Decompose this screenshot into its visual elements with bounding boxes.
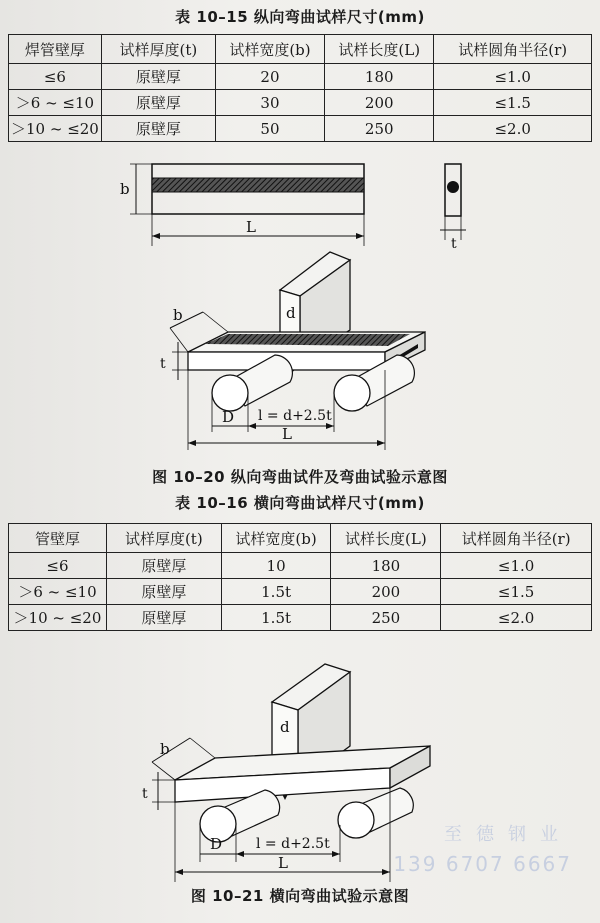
table2-header-cell: 试样宽度(b) (221, 524, 331, 553)
label-L: L (278, 854, 288, 872)
table2 (8, 523, 592, 631)
table2-header-cell: 试样圆角半径(r) (441, 524, 592, 553)
label-D: D (222, 408, 235, 426)
table1-header-cell: 试样长度(L) (325, 35, 434, 64)
label-t: t (142, 786, 148, 802)
table1 (8, 34, 592, 142)
table2-header-cell: 管壁厚 (9, 524, 107, 553)
label-span: l = d+2.5t (258, 408, 332, 424)
label-t: t (451, 236, 457, 252)
table2-row (9, 605, 592, 631)
table2-cell: ≤6 (9, 553, 107, 579)
table2-cell: 1.5t (221, 605, 331, 631)
table2-cell: 原壁厚 (106, 605, 221, 631)
transverse-bending-setup (142, 664, 430, 882)
watermark-phone: 139 6707 6667 (393, 852, 572, 876)
table2-cell: ＞6 ~ ≤10 (9, 579, 107, 605)
watermark-name: 至德钢业 (444, 824, 572, 845)
table1-header-cell: 试样宽度(b) (215, 35, 324, 64)
table2-cell: 10 (221, 553, 331, 579)
table2-cell: 1.5t (221, 579, 331, 605)
table1-cell: 20 (215, 64, 324, 90)
table1-cell: 原壁厚 (101, 90, 215, 116)
table2-row (9, 553, 592, 579)
specimen-plan-view (120, 164, 364, 246)
figure2-caption: 图 10–21 横向弯曲试验示意图 (190, 887, 410, 905)
label-d: d (280, 718, 290, 736)
table1-row (9, 64, 592, 90)
table2-header-cell: 试样长度(L) (331, 524, 441, 553)
table2-cell: 原壁厚 (106, 553, 221, 579)
watermark (393, 820, 572, 876)
label-L: L (282, 425, 292, 443)
label-b: b (173, 306, 183, 324)
table1-cell: ≤2.0 (434, 116, 592, 142)
table2-header-cell: 试样厚度(t) (106, 524, 221, 553)
label-t: t (160, 356, 166, 372)
table1-cell: 180 (325, 64, 434, 90)
figure1-caption: 图 10–20 纵向弯曲试件及弯曲试验示意图 (152, 468, 448, 486)
table2-cell: ＞10 ~ ≤20 (9, 605, 107, 631)
table1-cell: 30 (215, 90, 324, 116)
table2-cell: ≤1.0 (441, 553, 592, 579)
specimen-cross-section (440, 164, 466, 252)
label-D: D (210, 835, 223, 853)
table2-header-row (9, 524, 592, 553)
table1-row (9, 116, 592, 142)
label-b: b (160, 740, 170, 758)
table1-row (9, 90, 592, 116)
table2-cell: ≤2.0 (441, 605, 592, 631)
table1-cell: ≤1.0 (434, 64, 592, 90)
figure1-diagram (0, 150, 600, 470)
label-d: d (286, 304, 296, 322)
table2-cell: 250 (331, 605, 441, 631)
table1-header-cell: 试样圆角半径(r) (434, 35, 592, 64)
table2-cell: ≤1.5 (441, 579, 592, 605)
label-span: l = d+2.5t (256, 836, 330, 852)
table2-row (9, 579, 592, 605)
table2-cell: 200 (331, 579, 441, 605)
table1-cell: ＞10 ~ ≤20 (9, 116, 102, 142)
table1-cell: 原壁厚 (101, 64, 215, 90)
table1-caption: 表 10–15 纵向弯曲试样尺寸(mm) (175, 8, 425, 26)
label-L: L (246, 218, 256, 236)
table1-cell: ≤6 (9, 64, 102, 90)
table2-cell: 180 (331, 553, 441, 579)
table1-cell: 250 (325, 116, 434, 142)
table1-header-row (9, 35, 592, 64)
table1-header-cell: 试样厚度(t) (101, 35, 215, 64)
table1-cell: ＞6 ~ ≤10 (9, 90, 102, 116)
table2-cell: 原壁厚 (106, 579, 221, 605)
label-b: b (120, 180, 130, 198)
table1-header-cell: 焊管壁厚 (9, 35, 102, 64)
table1-cell: 200 (325, 90, 434, 116)
table1-cell: 50 (215, 116, 324, 142)
table1-cell: ≤1.5 (434, 90, 592, 116)
bending-test-setup (160, 252, 425, 450)
table1-cell: 原壁厚 (101, 116, 215, 142)
table2-caption: 表 10–16 横向弯曲试样尺寸(mm) (175, 494, 425, 512)
